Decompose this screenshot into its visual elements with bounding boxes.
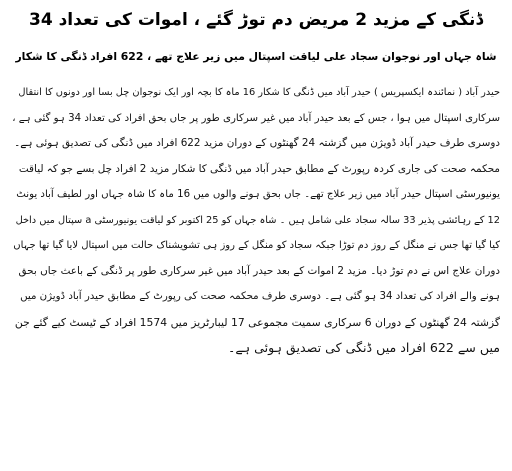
article-line: 12 کے رہائشی پذیر 33 سالہ سجاد علی شامل ہیں ۔ شاہ جہاں کو 25 اکتوبر کو لیاقت یونیورسٹی a سپتال میں داخل [15,214,500,226]
subheadline: شاہ جہاں اور نوجوان سجاد علی لیاقت اسپتال میں زیر علاج تھے ، 622 افراد ڈنگی کا شکار [15,50,497,63]
article-line: کیا گیا تھا جس نے منگل کے روز دم توڑا جبکہ سجاد کو منگل کے روز ہی تشویشناک حالت میں اسپتال لایا گیا تھا جہاں [13,240,500,251]
article-line: ہونے والے افراد کی تعداد 34 ہو گئی ہے۔ دوسری طرف محکمہ صحت کی رپورٹ کے مطابق حیدر آباد ڈویژن میں [20,291,500,302]
article-line: دوسری طرف حیدر آباد ڈویژن میں گزشتہ 24 گھنٹوں کے دوران مزید 622 افراد میں ڈنگی کی تصدیق ہوئی ہے۔ [14,137,500,149]
article-line: حیدر آباد ( نمائندہ ایکسپریس ) حیدر آباد میں ڈنگی کا شکار 16 ماہ کا بچہ اور ایک نوجوان چل بسا اور دونوں کا انتقال [18,87,500,98]
article-line: میں سے 622 افراد میں ڈنگی کی تصدیق ہوئی ہے۔ [228,340,500,355]
article-line: گزشتہ 24 گھنٹوں کے دوران 6 سرکاری سمیت مجموعی 17 لیبارٹریز میں 1574 افراد کے ٹیسٹ کیے گئے جن [14,315,500,329]
article-body [12,80,500,361]
headline: ڈنگی کے مزید 2 مریض دم توڑ گئے ، اموات کی تعداد 34 [28,10,484,30]
article-line: دوران علاج اس نے دم توڑ دیا۔ مزید 2 اموات کے بعد حیدر آباد میں غیر سرکاری طور پر ڈنگی کے باعث جاں بحق [18,264,500,277]
article-line: محکمہ صحت کی جاری کردہ رپورٹ کے مطابق حیدر آباد میں ڈنگی کا شکار مزید 2 افراد چل بسے جو کہ لیاقت [18,162,500,175]
article-line: سرکاری اسپتال میں ہوا ، جس کے بعد حیدر آباد میں غیر سرکاری طور پر جاں بحق افراد کی تعداد 34 ہو گئی ہے ، [12,112,500,124]
article-line: یونیورسٹی اسپتال حیدر آباد میں زیر علاج تھے۔ جاں بحق ہونے والوں میں 16 ماہ کا شاہ جہاں اور لطیف آباد یونٹ [16,189,500,200]
